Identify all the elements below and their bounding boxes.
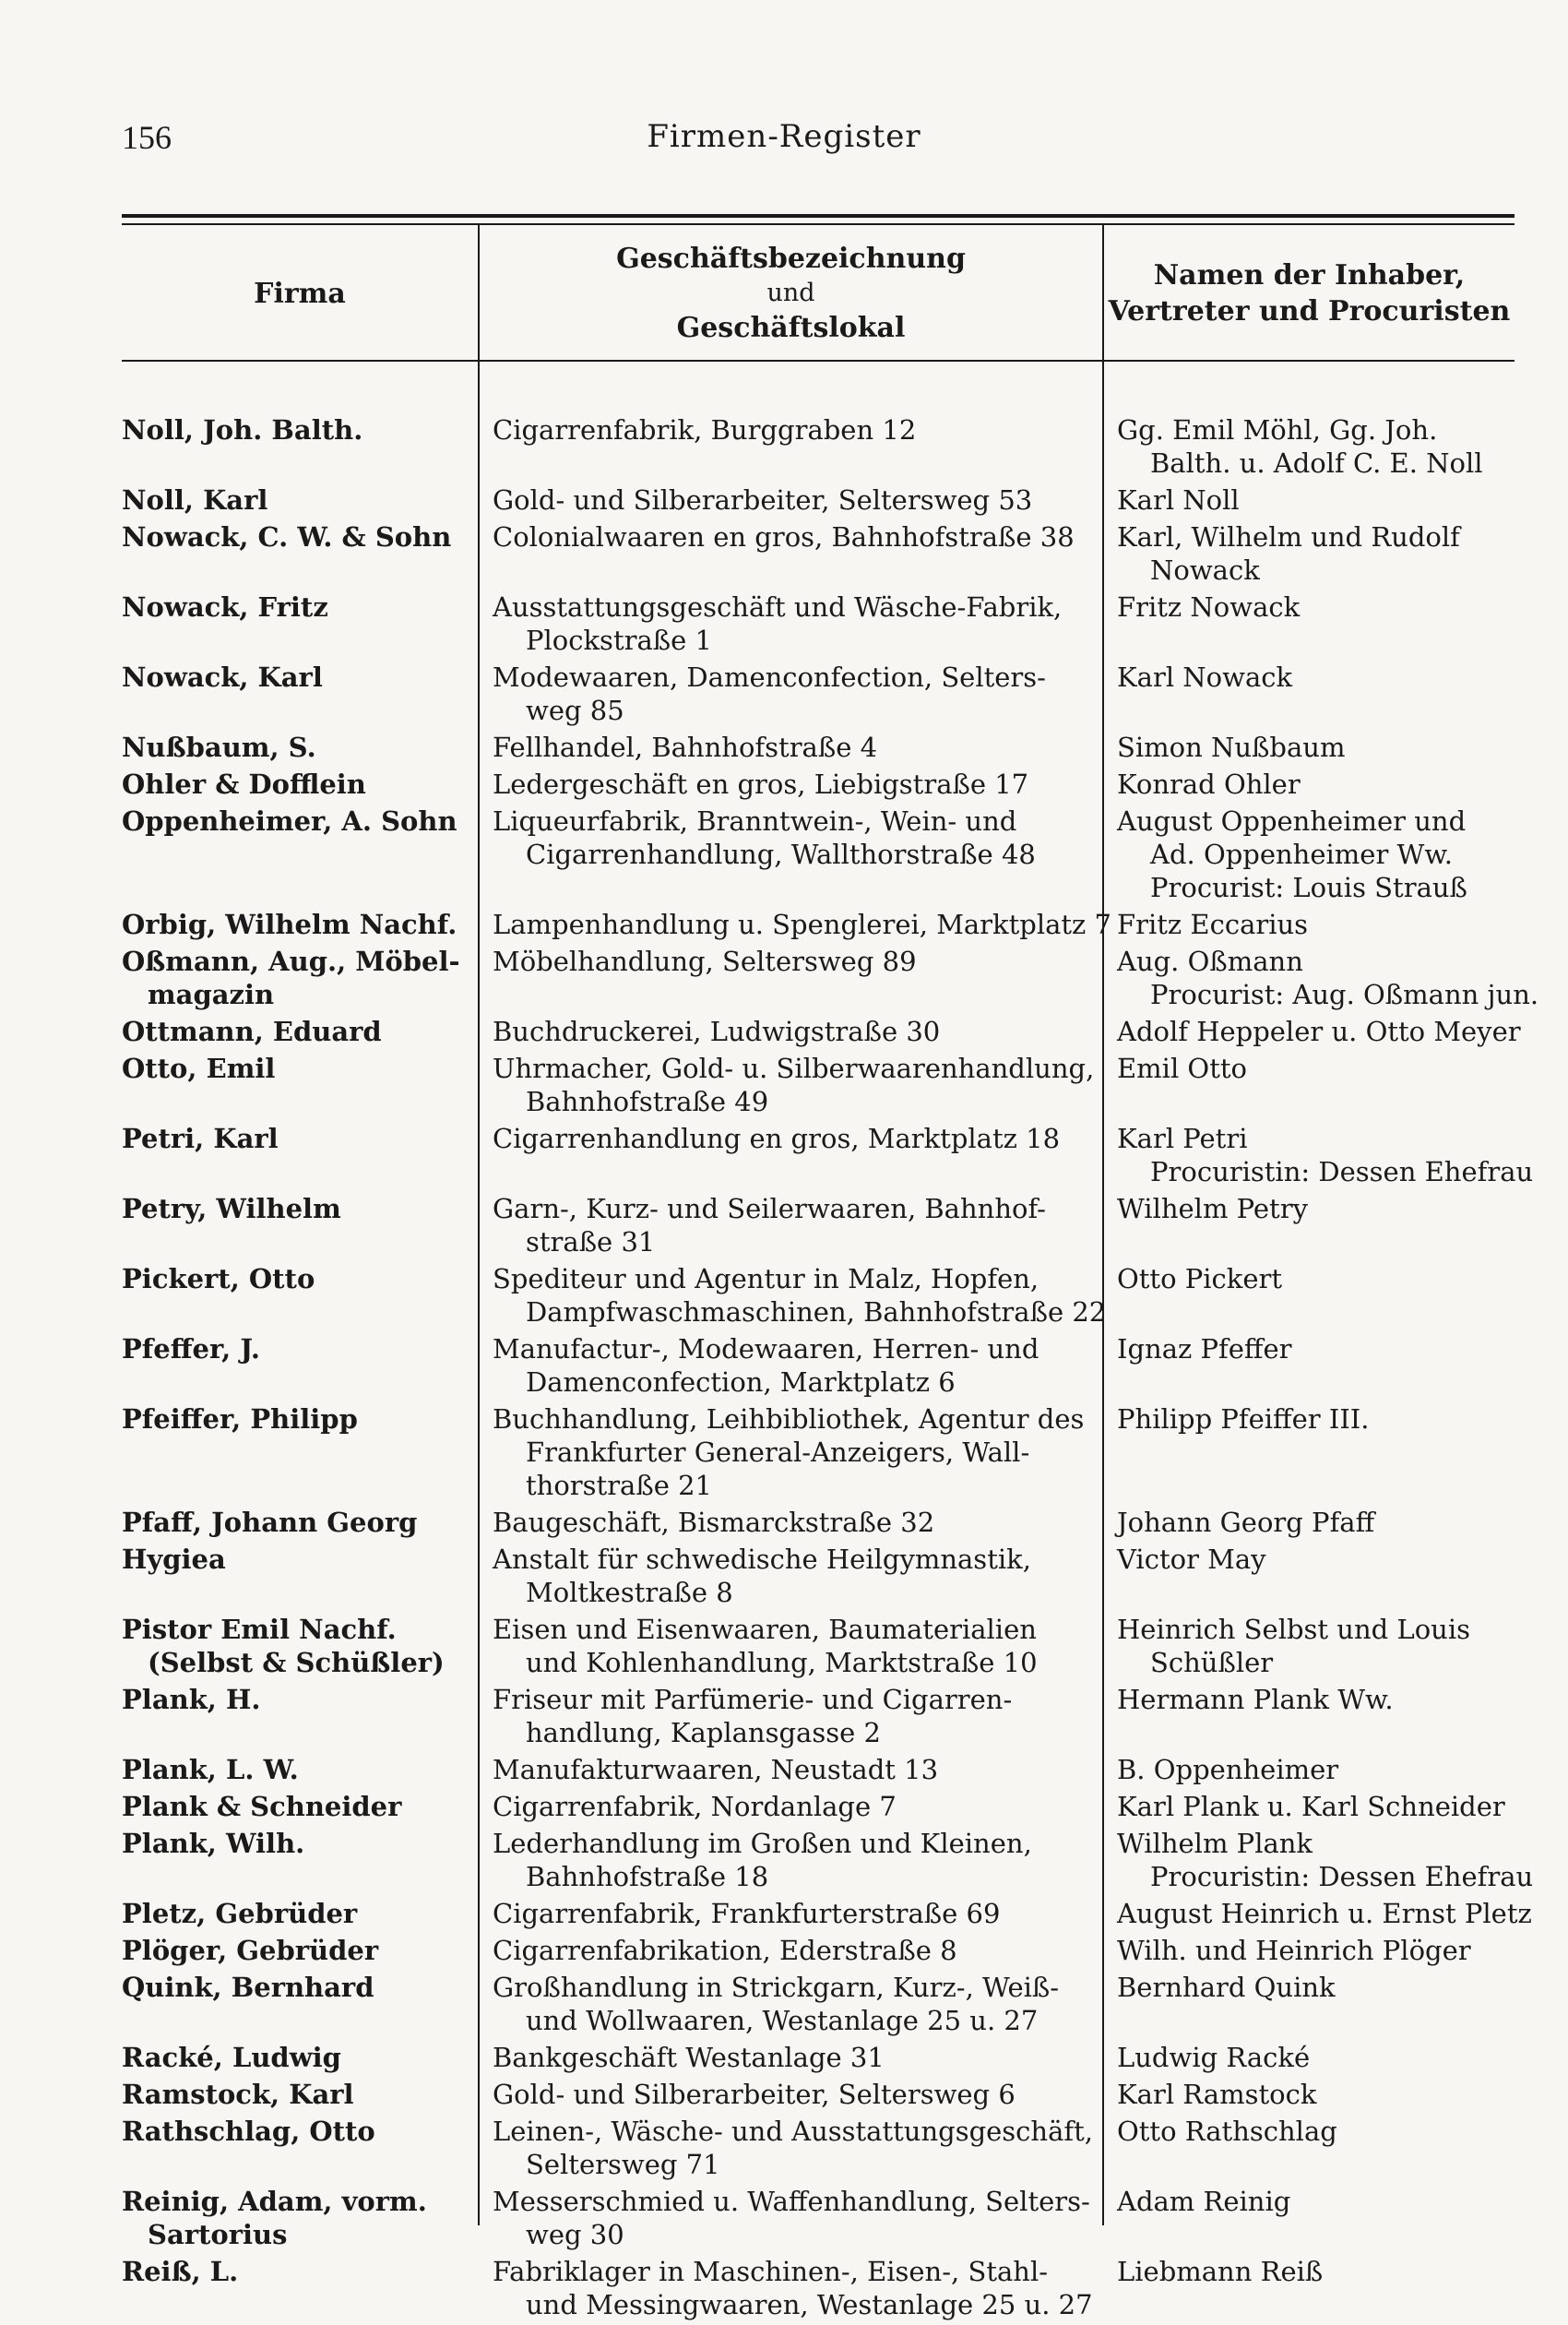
column-header-owners-line: Vertreter und Procuristen: [1108, 295, 1511, 328]
business-cell: [478, 1052, 1102, 1118]
firm-cell: [122, 1122, 478, 1188]
business-cell-line: weg 85: [526, 695, 624, 726]
business-cell-line: Baugeschäft, Bismarckstraße 32: [493, 1507, 935, 1538]
owners-cell-line: Karl, Wilhelm und Rudolf: [1117, 521, 1460, 553]
business-cell-line: Lederhandlung im Großen und Kleinen,: [493, 1828, 1032, 1859]
business-cell: [478, 2255, 1102, 2321]
firm-cell: [122, 2041, 478, 2074]
table-row: [122, 805, 1515, 904]
table-row: [122, 908, 1515, 941]
table-row: [122, 945, 1539, 1011]
firm-cell-line: Plank, L. W.: [122, 1754, 299, 1785]
business-cell-line: Cigarrenfabrik, Frankfurterstraße 69: [493, 1898, 1001, 1929]
business-cell-line: Lampenhandlung u. Spenglerei, Marktplatz 7: [493, 909, 1111, 940]
firm-cell-line: Pletz, Gebrüder: [122, 1898, 358, 1929]
owners-cell-line: Adam Reinig: [1117, 2186, 1291, 2217]
owners-cell-line: Bernhard Quink: [1117, 1972, 1336, 2003]
firm-cell-line: Quink, Bernhard: [122, 1972, 374, 2003]
column-header-firm: [122, 231, 478, 356]
owners-cell-line: Karl Plank u. Karl Schneider: [1117, 1791, 1505, 1822]
business-cell: [478, 1506, 1102, 1539]
firm-cell: [122, 661, 478, 727]
column-header-business-line: und: [766, 279, 815, 308]
firm-cell-line: Hygiea: [122, 1544, 226, 1575]
business-cell: [478, 945, 1102, 1011]
business-cell-line: Cigarrenfabrik, Nordanlage 7: [493, 1791, 897, 1822]
firm-cell: [122, 1332, 478, 1399]
firm-cell-line: Otto, Emil: [122, 1053, 276, 1084]
firm-cell: [122, 1683, 478, 1749]
business-cell-line: Fabriklager in Maschinen-, Eisen-, Stahl-: [493, 2256, 1049, 2287]
owners-cell-line: Ludwig Racké: [1117, 2042, 1311, 2073]
table-row: [122, 520, 1515, 587]
owners-cell: [1102, 1052, 1515, 1118]
firm-cell-line: Oßmann, Aug., Möbel-: [122, 946, 460, 977]
table-row: [122, 1015, 1521, 1048]
firm-cell: [122, 1897, 478, 1930]
owners-cell: [1102, 1543, 1515, 1609]
firm-cell: [122, 1015, 478, 1048]
firm-cell: [122, 1543, 478, 1609]
business-cell-line: Spediteur und Agentur in Malz, Hopfen,: [493, 1263, 1039, 1294]
business-cell: [478, 520, 1102, 587]
firm-cell-line: Ramstock, Karl: [122, 2079, 354, 2110]
owners-cell-line: Wilhelm Petry: [1117, 1193, 1308, 1224]
owners-cell: [1102, 483, 1515, 517]
owners-cell-line: Schüßler: [1150, 1647, 1274, 1678]
owners-cell-line: Procuristin: Dessen Ehefrau: [1150, 1156, 1534, 1187]
firm-cell-line: Nowack, Karl: [122, 662, 323, 693]
owners-cell-line: Simon Nußbaum: [1117, 732, 1346, 763]
firm-cell: [122, 945, 478, 1011]
page-number: 156: [122, 119, 172, 156]
business-cell: [478, 483, 1102, 517]
table-row: [122, 2078, 1515, 2111]
owners-cell: [1102, 1683, 1515, 1749]
business-cell: [478, 1934, 1102, 1967]
owners-cell-line: Karl Ramstock: [1117, 2079, 1317, 2110]
running-title: Firmen-Register: [647, 118, 921, 155]
business-cell-line: thorstraße 21: [526, 1470, 712, 1501]
table-row: [122, 1683, 1515, 1749]
business-cell-line: Uhrmacher, Gold- u. Silberwaarenhandlung,: [493, 1053, 1095, 1084]
business-cell-line: Gold- und Silberarbeiter, Seltersweg 53: [493, 484, 1033, 516]
owners-cell-line: Otto Pickert: [1117, 1263, 1283, 1294]
table-row: [122, 2255, 1515, 2321]
firm-cell-line: Nowack, C. W. & Sohn: [122, 521, 452, 553]
business-cell: [478, 1683, 1102, 1749]
owners-cell: [1102, 520, 1515, 587]
firm-cell-line: Pistor Emil Nachf.: [122, 1614, 397, 1645]
business-cell-line: Großhandlung in Strickgarn, Kurz-, Weiß-: [493, 1972, 1060, 2003]
firm-cell: [122, 2255, 478, 2321]
table-row: [122, 1971, 1515, 2037]
column-header-owners-line: Namen der Inhaber,: [1153, 259, 1466, 292]
owners-cell: [1102, 1934, 1515, 1967]
owners-cell-line: Balth. u. Adolf C. E. Noll: [1150, 447, 1483, 479]
owners-cell-line: Hermann Plank Ww.: [1117, 1684, 1394, 1715]
business-cell-line: Fellhandel, Bahnhofstraße 4: [493, 732, 878, 763]
business-cell: [478, 1543, 1102, 1609]
firm-cell-line: Orbig, Wilhelm Nachf.: [122, 909, 457, 940]
owners-cell: [1102, 2078, 1515, 2111]
business-cell-line: Bahnhofstraße 49: [526, 1086, 769, 1117]
table-row: [122, 731, 1515, 764]
owners-cell: [1102, 1613, 1515, 1679]
table-row: [122, 2185, 1515, 2251]
firm-cell: [122, 768, 478, 801]
owners-cell: [1102, 1122, 1534, 1188]
column-header-owners: [1104, 231, 1515, 356]
owners-cell-line: Karl Nowack: [1117, 662, 1293, 693]
owners-cell: [1102, 2255, 1515, 2321]
owners-cell-line: Nowack: [1150, 554, 1260, 586]
business-cell-line: Cigarrenfabrik, Burggraben 12: [493, 414, 917, 446]
business-cell-line: und Wollwaaren, Westanlage 25 u. 27: [526, 2005, 1039, 2036]
owners-cell-line: Aug. Oßmann: [1117, 946, 1303, 977]
table-row: [122, 768, 1515, 801]
business-cell: [478, 2078, 1102, 2111]
table-row: [122, 1262, 1515, 1329]
business-cell-line: Buchhandlung, Leihbibliothek, Agentur des: [493, 1403, 1085, 1435]
table-row: [122, 1613, 1515, 1679]
column-header-business: [480, 231, 1102, 356]
firm-cell: [122, 805, 478, 904]
firm-cell-line: Plank & Schneider: [122, 1791, 402, 1822]
business-cell: [478, 1971, 1102, 2037]
business-cell-line: Leinen-, Wäsche- und Ausstattungsgeschäft,: [493, 2116, 1093, 2147]
firm-cell: [122, 483, 478, 517]
business-cell-line: Cigarrenfabrikation, Ederstraße 8: [493, 1935, 957, 1966]
owners-cell-line: Ad. Oppenheimer Ww.: [1150, 839, 1453, 870]
firm-cell-line: Reinig, Adam, vorm.: [122, 2186, 427, 2217]
firm-cell-line: Petri, Karl: [122, 1123, 279, 1154]
business-cell: [478, 1897, 1102, 1930]
table-row: [122, 483, 1515, 517]
business-cell: [478, 413, 1102, 480]
business-cell: [478, 731, 1102, 764]
owners-cell-line: Gg. Emil Möhl, Gg. Joh.: [1117, 414, 1438, 446]
business-cell: [478, 768, 1102, 801]
business-cell-line: Ledergeschäft en gros, Liebigstraße 17: [493, 769, 1029, 800]
business-cell-line: straße 31: [526, 1226, 656, 1258]
owners-cell-line: Wilhelm Plank: [1117, 1828, 1313, 1859]
owners-cell: [1102, 1332, 1515, 1399]
owners-cell-line: Johann Georg Pfaff: [1117, 1507, 1375, 1538]
owners-cell-line: Fritz Eccarius: [1117, 909, 1309, 940]
owners-cell-line: Procurist: Aug. Oßmann jun.: [1150, 979, 1539, 1010]
firm-cell-line: Pfaff, Johann Georg: [122, 1507, 418, 1538]
owners-cell: [1102, 1506, 1515, 1539]
firm-cell: [122, 520, 478, 587]
business-cell-line: Manufakturwaaren, Neustadt 13: [493, 1754, 939, 1785]
firm-cell: [122, 2185, 478, 2251]
firm-cell-line: Plank, H.: [122, 1684, 261, 1715]
table-row: [122, 1790, 1515, 1823]
owners-cell: [1102, 1192, 1515, 1258]
register-table: [122, 413, 1539, 2325]
owners-cell: [1102, 1971, 1515, 2037]
firm-cell-line: Ottmann, Eduard: [122, 1016, 382, 1047]
business-cell-line: Dampfwaschmaschinen, Bahnhofstraße 22: [526, 1296, 1107, 1328]
table-row: [122, 1332, 1515, 1399]
business-cell: [478, 1790, 1102, 1823]
firm-cell-line: Reiß, L.: [122, 2256, 239, 2287]
business-cell: [478, 590, 1102, 657]
business-cell-line: Damenconfection, Marktplatz 6: [526, 1366, 956, 1398]
owners-cell-line: B. Oppenheimer: [1117, 1754, 1339, 1785]
business-cell: [478, 2041, 1102, 2074]
owners-cell: [1102, 2185, 1515, 2251]
business-cell-line: Garn-, Kurz- und Seilerwaaren, Bahnhof-: [493, 1193, 1046, 1224]
business-cell-line: Anstalt für schwedische Heilgymnastik,: [493, 1544, 1031, 1575]
firm-cell: [122, 731, 478, 764]
owners-cell-line: Fritz Nowack: [1117, 591, 1301, 623]
business-cell-line: Seltersweg 71: [526, 2149, 720, 2180]
firm-cell-line: magazin: [148, 979, 275, 1010]
business-cell: [478, 1753, 1102, 1786]
firm-cell-line: Plöger, Gebrüder: [122, 1935, 379, 1966]
table-row: [122, 1052, 1515, 1118]
table-row: [122, 2041, 1515, 2074]
owners-cell-line: Karl Noll: [1117, 484, 1240, 516]
firm-cell: [122, 2115, 478, 2181]
firm-cell-line: Plank, Wilh.: [122, 1828, 305, 1859]
business-cell-line: Cigarrenhandlung, Wallthorstraße 48: [526, 839, 1036, 870]
owners-cell-line: August Oppenheimer und: [1117, 805, 1467, 837]
business-cell-line: Gold- und Silberarbeiter, Seltersweg 6: [493, 2079, 1016, 2110]
firm-cell-line: Noll, Karl: [122, 484, 268, 516]
owners-cell: [1102, 2041, 1515, 2074]
header-rule-thick: [122, 214, 1515, 218]
owners-cell-line: Procurist: Louis Strauß: [1150, 872, 1467, 903]
owners-cell: [1102, 590, 1515, 657]
firm-cell-line: Nowack, Fritz: [122, 591, 328, 623]
owners-cell: [1102, 1790, 1515, 1823]
firm-cell: [122, 1052, 478, 1118]
firm-cell-line: Petry, Wilhelm: [122, 1193, 341, 1224]
column-header-business-line: Geschäftslokal: [676, 311, 906, 344]
business-cell-line: Moltkestraße 8: [526, 1577, 733, 1608]
owners-cell: [1102, 1827, 1534, 1893]
owners-cell-line: Wilh. und Heinrich Plöger: [1117, 1935, 1471, 1966]
business-cell-line: Eisen und Eisenwaaren, Baumaterialien: [493, 1614, 1037, 1645]
business-cell-line: Ausstattungsgeschäft und Wäsche-Fabrik,: [493, 591, 1063, 623]
table-row: [122, 1192, 1515, 1258]
business-cell-line: Manufactur-, Modewaaren, Herren- und: [493, 1333, 1039, 1365]
business-cell-line: und Messingwaaren, Westanlage 25 u. 27: [526, 2289, 1093, 2320]
table-row: [122, 1122, 1534, 1188]
business-cell-line: Bankgeschäft Westanlage 31: [493, 2042, 885, 2073]
owners-cell-line: Liebmann Reiß: [1117, 2256, 1324, 2287]
owners-cell-line: Konrad Ohler: [1117, 769, 1301, 800]
firm-cell: [122, 413, 478, 480]
business-cell-line: Modewaaren, Damenconfection, Selters-: [493, 662, 1046, 693]
owners-cell: [1102, 661, 1515, 727]
firm-cell: [122, 1262, 478, 1329]
owners-cell: [1102, 731, 1515, 764]
owners-cell: [1102, 1015, 1521, 1048]
business-cell-line: Möbelhandlung, Seltersweg 89: [493, 946, 917, 977]
table-row: [122, 1827, 1534, 1893]
firm-cell-line: Sartorius: [148, 2219, 288, 2250]
business-cell-line: Messerschmied u. Waffenhandlung, Selters-: [493, 2186, 1090, 2217]
table-row: [122, 2115, 1515, 2181]
firm-cell: [122, 1934, 478, 1967]
firm-cell-line: Ohler & Dofflein: [122, 769, 366, 800]
firm-cell: [122, 1613, 478, 1679]
table-row: [122, 1506, 1515, 1539]
business-cell: [478, 1402, 1102, 1502]
table-row: [122, 1934, 1515, 1967]
business-cell: [478, 1262, 1107, 1329]
firm-cell: [122, 1971, 478, 2037]
firm-cell-line: Racké, Ludwig: [122, 2042, 341, 2073]
table-row: [122, 1402, 1515, 1502]
owners-cell: [1102, 945, 1539, 1011]
firm-cell-line: Nußbaum, S.: [122, 732, 316, 763]
owners-cell: [1102, 1897, 1532, 1930]
table-row: [122, 661, 1515, 727]
business-cell: [478, 805, 1102, 904]
business-cell-line: Plockstraße 1: [526, 625, 712, 656]
firm-cell-line: Rathschlag, Otto: [122, 2116, 375, 2147]
business-cell-line: Colonialwaaren en gros, Bahnhofstraße 38: [493, 521, 1075, 553]
business-cell-line: Liqueurfabrik, Branntwein-, Wein- und: [493, 805, 1017, 837]
owners-cell: [1102, 2115, 1515, 2181]
table-row: [122, 413, 1515, 480]
firm-cell: [122, 590, 478, 657]
business-cell: [478, 1827, 1102, 1893]
firm-cell: [122, 908, 478, 941]
firm-cell: [122, 1402, 478, 1502]
firm-cell: [122, 1192, 478, 1258]
header-rule-thin: [122, 223, 1515, 225]
business-cell: [478, 1122, 1102, 1188]
owners-cell-line: Emil Otto: [1117, 1053, 1247, 1084]
owners-cell-line: August Heinrich u. Ernst Pletz: [1117, 1898, 1532, 1929]
owners-cell-line: Karl Petri: [1117, 1123, 1248, 1154]
owners-cell-line: Otto Rathschlag: [1117, 2116, 1337, 2147]
firm-cell: [122, 2078, 478, 2111]
business-cell: [478, 908, 1111, 941]
business-cell: [478, 2185, 1102, 2251]
owners-cell-line: Procuristin: Dessen Ehefrau: [1150, 1861, 1534, 1892]
business-cell-line: Friseur mit Parfümerie- und Cigarren-: [493, 1684, 1013, 1715]
business-cell: [478, 1015, 1102, 1048]
firm-cell: [122, 1506, 478, 1539]
owners-cell-line: Victor May: [1117, 1544, 1266, 1575]
firm-cell-line: Noll, Joh. Balth.: [122, 414, 363, 446]
firm-cell-line: Oppenheimer, A. Sohn: [122, 805, 457, 837]
column-header-business-line: Geschäftsbezeichnung: [616, 243, 966, 276]
owners-cell-line: Adolf Heppeler u. Otto Meyer: [1117, 1016, 1521, 1047]
owners-cell: [1102, 768, 1515, 801]
table-row: [122, 1753, 1515, 1786]
owners-cell: [1102, 908, 1515, 941]
owners-cell: [1102, 413, 1515, 480]
business-cell: [478, 1192, 1102, 1258]
firm-cell-line: Pickert, Otto: [122, 1263, 315, 1294]
business-cell: [478, 1332, 1102, 1399]
table-row: [122, 1897, 1532, 1930]
column-header-firm-label: Firma: [254, 277, 346, 310]
owners-cell-line: Heinrich Selbst und Louis: [1117, 1614, 1470, 1645]
header-bottom-rule: [122, 360, 1515, 362]
table-row: [122, 1543, 1515, 1609]
business-cell-line: Buchdruckerei, Ludwigstraße 30: [493, 1016, 941, 1047]
firm-cell: [122, 1827, 478, 1893]
owners-cell-line: Ignaz Pfeffer: [1117, 1333, 1292, 1365]
business-cell-line: Bahnhofstraße 18: [526, 1861, 769, 1892]
business-cell-line: weg 30: [526, 2219, 624, 2250]
firm-cell-line: Pfeffer, J.: [122, 1333, 260, 1365]
business-cell-line: Frankfurter General-Anzeigers, Wall-: [526, 1437, 1030, 1468]
owners-cell-line: Philipp Pfeiffer III.: [1117, 1403, 1370, 1435]
table-row: [122, 590, 1515, 657]
firm-cell: [122, 1753, 478, 1786]
business-cell-line: und Kohlenhandlung, Marktstraße 10: [526, 1647, 1038, 1678]
owners-cell: [1102, 1402, 1515, 1502]
owners-cell: [1102, 1753, 1515, 1786]
business-cell: [478, 1613, 1102, 1679]
firm-cell-line: Pfeiffer, Philipp: [122, 1403, 358, 1435]
firm-cell-line: (Selbst & Schüßler): [148, 1647, 445, 1678]
owners-cell: [1102, 1262, 1515, 1329]
business-cell: [478, 661, 1102, 727]
business-cell: [478, 2115, 1102, 2181]
business-cell-line: handlung, Kaplansgasse 2: [526, 1717, 881, 1748]
owners-cell: [1102, 805, 1515, 904]
business-cell-line: Cigarrenhandlung en gros, Marktplatz 18: [493, 1123, 1061, 1154]
firm-cell: [122, 1790, 478, 1823]
